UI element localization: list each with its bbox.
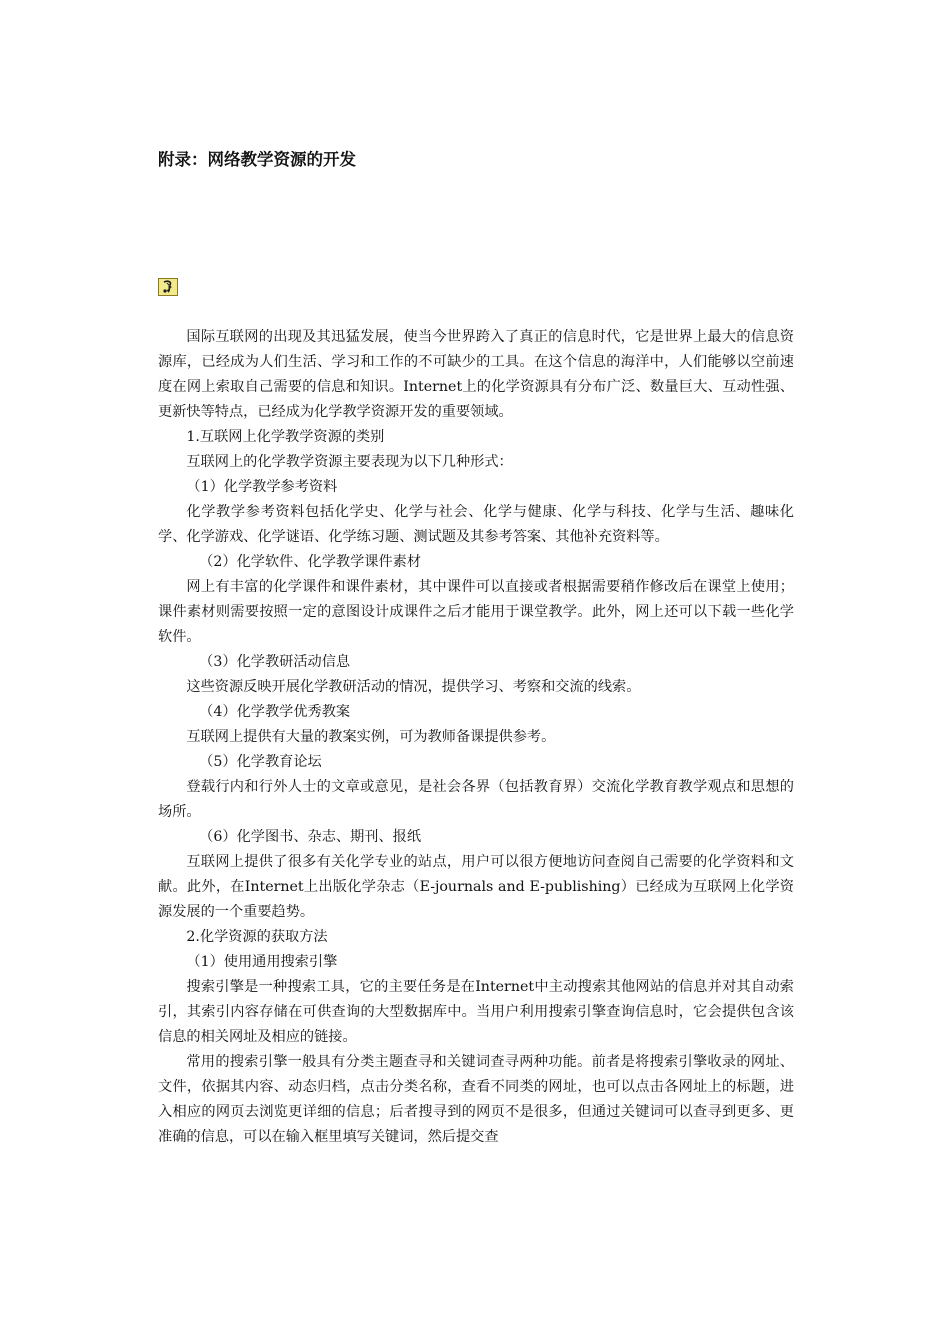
page-title: 附录：网络教学资源的开发 (158, 150, 356, 169)
subsection-heading: （2）化学软件、化学教学课件素材 (199, 554, 422, 570)
paragraph: 搜索引擎是一种搜索工具，它的主要任务是在Internet中主动搜索其他网站的信息并对其自动索引，其索引内容存储在可供查询的大型数据库中。当用户利用搜索引擎查询信息时，它会提供包含该信息的相关网址及相应的链接。 (158, 979, 794, 1045)
subsection-heading: （3）化学教研活动信息 (199, 654, 351, 670)
paragraph: 互联网上的化学教学资源主要表现为以下几种形式： (186, 454, 513, 470)
embedded-object-icon[interactable] (158, 278, 178, 296)
subsection-heading: （4）化学教学优秀教案 (199, 704, 351, 720)
paragraph: 化学教学参考资料包括化学史、化学与社会、化学与健康、化学与科技、化学与生活、趣味化学、化学游戏、化学谜语、化学练习题、测试题及其参考答案、其他补充资料等。 (158, 504, 794, 545)
subsection-heading: （1）化学教学参考资料 (186, 479, 338, 495)
paragraph: 这些资源反映开展化学教研活动的情况，提供学习、考察和交流的线索。 (186, 679, 641, 695)
subsection-heading: （5）化学教育论坛 (199, 754, 322, 770)
section-heading: 2.化学资源的获取方法 (186, 929, 328, 945)
paragraph: 互联网上提供有大量的教案实例，可为教师备课提供参考。 (186, 729, 556, 745)
paragraph: 网上有丰富的化学课件和课件素材，其中课件可以直接或者根据需要稍作修改后在课堂上使用；课件素材则需要按照一定的意图设计成课件之后才能用于课堂教学。此外，网上还可以下载一些化学软件。 (158, 579, 794, 645)
subsection-heading: （6）化学图书、杂志、期刊、报纸 (199, 829, 422, 845)
paragraph: 国际互联网的出现及其迅猛发展，使当今世界跨入了真正的信息时代，它是世界上最大的信息资源库，已经成为人们生活、学习和工作的不可缺少的工具。在这个信息的海洋中，人们能够以空前速度在网上索取自己需要的信息和知识。Internet上的化学资源具有分布广泛、数量巨大、互动性强、更新快等特点，已经成为化学教学资源开发的重要领域。 (158, 329, 794, 420)
section-heading: 1.互联网上化学教学资源的类别 (186, 429, 385, 445)
document-body (158, 325, 794, 1150)
paragraph: 登载行内和行外人士的文章或意见，是社会各界（包括教育界）交流化学教育教学观点和思想的场所。 (158, 779, 794, 820)
paragraph: 常用的搜索引擎一般具有分类主题查寻和关键词查寻两种功能。前者是将搜索引擎收录的网址、文件，依据其内容、动态归档，点击分类名称，查看不同类的网址，也可以点击各网址上的标题，进入相应的网页去浏览更详细的信息；后者搜寻到的网页不是很多，但通过关键词可以查寻到更多、更准确的信息，可以在输入框里填写关键词，然后提交查 (158, 1054, 794, 1145)
subsection-heading: （1）使用通用搜索引擎 (186, 954, 338, 970)
paragraph: 互联网上提供了很多有关化学专业的站点，用户可以很方便地访问查阅自己需要的化学资料和文献。此外，在Internet上出版化学杂志（E-journals and E-publishing）已经成为互联网上化学资源发展的一个重要趋势。 (158, 854, 794, 920)
